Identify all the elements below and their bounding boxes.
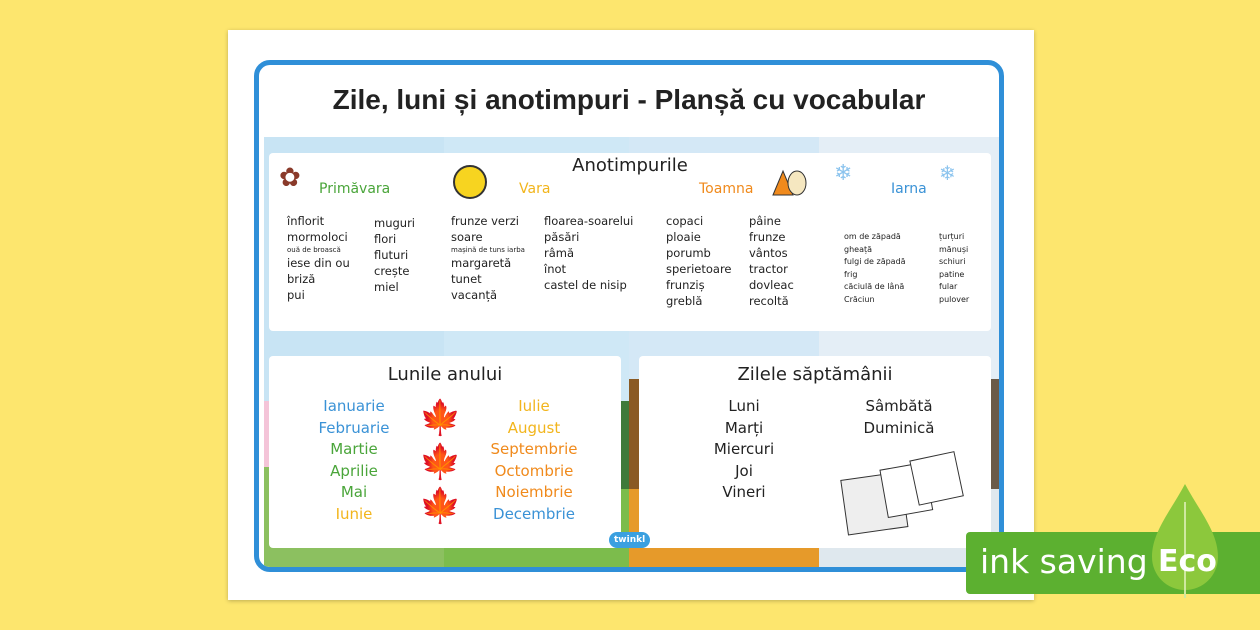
twinkl-logo: twinkl (609, 532, 650, 548)
word: copaci (666, 214, 704, 228)
month: Ianuarie (323, 397, 385, 415)
word: pulover (939, 294, 970, 304)
word: ouă de broască (287, 246, 341, 254)
day: Duminică (863, 418, 935, 437)
season-summer: Vara (519, 181, 551, 197)
word: greblă (666, 294, 703, 308)
month: Iunie (335, 504, 373, 523)
word: briză (287, 272, 316, 286)
word: schiuri (939, 257, 966, 266)
day: Luni (728, 397, 760, 415)
word: țurțuri (939, 232, 965, 241)
word: fular (939, 282, 958, 291)
word: mormoloci (287, 230, 348, 244)
word: frunze verzi (451, 214, 519, 228)
word: iese din ou (287, 256, 350, 270)
day: Marți (724, 418, 764, 437)
word: margaretă (451, 256, 512, 270)
season-spring: Primăvara (319, 181, 391, 197)
poster-frame (254, 60, 1004, 572)
word: floarea-soarelui (544, 214, 634, 228)
month: Februarie (318, 418, 390, 437)
word: porumb (666, 246, 711, 260)
word: sperietoare (666, 262, 732, 276)
word: vântos (749, 246, 788, 260)
word: râmă (544, 246, 575, 260)
sun-icon (449, 161, 491, 203)
word: tractor (749, 262, 788, 276)
poster-title: Zile, luni și anotimpuri - Planșă cu vocabular (332, 84, 926, 115)
month: Noiembrie (495, 483, 573, 501)
word: flori (374, 232, 397, 246)
word: soare (451, 230, 483, 244)
day: Sâmbătă (865, 397, 933, 415)
leaves-icons (419, 396, 461, 528)
leaf-icon: 🍁 (419, 442, 462, 482)
word: pui (287, 288, 305, 302)
word: patine (939, 269, 965, 279)
calendar-icon (839, 451, 969, 536)
word: castel de nisip (544, 278, 627, 292)
word: gheață (844, 244, 873, 254)
word: frig (844, 269, 858, 279)
leaf-icon: 🍁 (419, 398, 462, 438)
word: tunet (451, 272, 482, 286)
leaf-icon: 🍁 (419, 486, 462, 526)
word: fluturi (374, 248, 409, 262)
day: Miercuri (713, 440, 775, 458)
season-winter: Iarna (891, 181, 927, 197)
months-panel (269, 356, 621, 548)
badge-text: ink saving (980, 542, 1148, 581)
month: Iulie (518, 397, 550, 415)
word: recoltă (749, 294, 789, 308)
month: Mai (340, 483, 368, 501)
day: Joi (735, 461, 753, 480)
word: frunze (749, 230, 786, 244)
word: vacanță (451, 288, 498, 302)
word: frunziș (666, 278, 705, 292)
word: ploaie (666, 230, 701, 244)
blossom-icon: ✿ (279, 163, 301, 193)
months-heading: Lunile anului (387, 364, 503, 385)
season-autumn: Toamna (699, 181, 754, 197)
word: pâine (749, 214, 781, 228)
word: căciulă de lână (844, 282, 905, 291)
word: Crăciun (844, 294, 875, 304)
word: miel (374, 280, 399, 294)
month: August (507, 418, 561, 437)
word: mănuși (939, 244, 969, 254)
days-panel (639, 356, 991, 548)
word: păsări (544, 230, 580, 244)
days-heading: Zilele săptămânii (737, 364, 893, 385)
month: Aprilie (330, 461, 378, 480)
word: mașină de tuns iarba (451, 246, 525, 254)
snowflake-icon: ❄ (834, 161, 853, 186)
snowflake-icon: ❄ (939, 161, 956, 185)
eco-label: Eco (1158, 544, 1217, 579)
word: înflorit (287, 214, 325, 228)
seasons-panel (269, 153, 991, 331)
word: înot (544, 262, 567, 276)
seasons-heading: Anotimpurile (572, 155, 688, 176)
month: Octombrie (494, 461, 574, 480)
word: om de zăpadă (844, 232, 901, 241)
word: fulgi de zăpadă (844, 257, 906, 266)
eco-drop-icon (1150, 482, 1220, 598)
month: Martie (330, 440, 378, 458)
word: dovleac (749, 278, 794, 292)
day: Vineri (722, 483, 766, 501)
word: muguri (374, 216, 416, 230)
word: crește (374, 264, 410, 278)
month: Decembrie (493, 504, 575, 523)
month: Septembrie (490, 440, 578, 458)
autumn-leaves-icon (769, 165, 809, 201)
